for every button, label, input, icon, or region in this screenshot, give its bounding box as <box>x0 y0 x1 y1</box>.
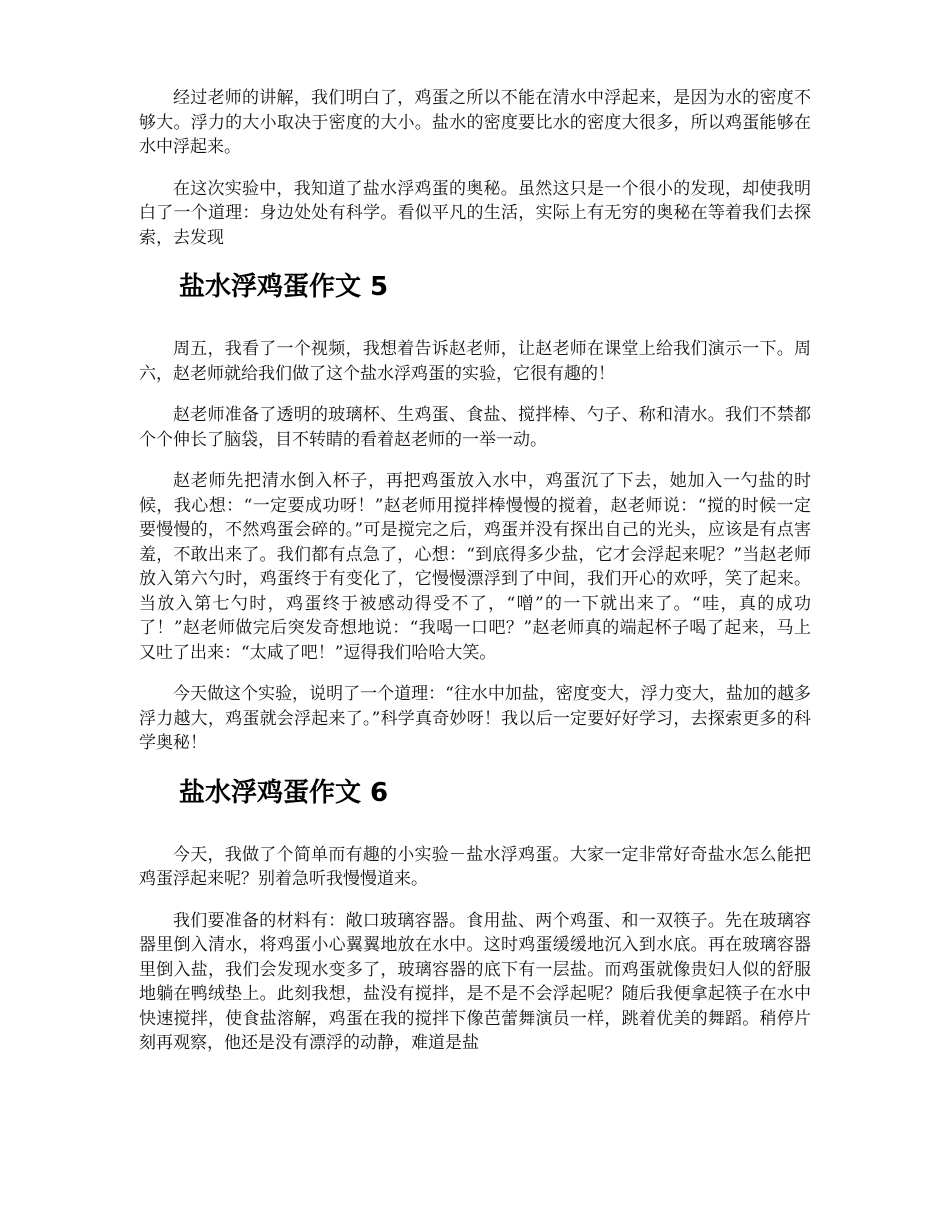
paragraph: 今天做这个实验，说明了一个道理：“往水中加盐，密度变大，浮力变大，盐加的越多浮力越大，鸡蛋就会浮起来了。”科学真奇妙呀！我以后一定要好好学习，去探索更多的科学奥秘！ <box>139 684 811 753</box>
section-heading: 盐水浮鸡蛋作文 6 <box>179 777 389 808</box>
paragraph: 今天，我做了个简单而有趣的小实验－盐水浮鸡蛋。大家一定非常好奇盐水怎么能把鸡蛋浮起来呢？别着急听我慢慢道来。 <box>139 844 811 889</box>
paragraph: 我们要准备的材料有：敞口玻璃容器。食用盐、两个鸡蛋、和一双筷子。先在玻璃容器里倒入清水，将鸡蛋小心翼翼地放在水中。这时鸡蛋缓缓地沉入到水底。再在玻璃容器里倒入盐，我们会发现水变多了，玻璃容器的底下有一层盐。而鸡蛋就像贵妇人似的舒服地躺在鸭绒垫上。此刻我想，盐没有搅拌，是不是不会浮起呢？随后我便拿起筷子在水中快速搅拌，使食盐溶解，鸡蛋在我的搅拌下像芭蕾舞演员一样，跳着优美的舞蹈。稍停片刻再观察，他还是没有漂浮的动静，难道是盐 <box>139 910 811 1053</box>
paragraph: 赵老师准备了透明的玻璃杯、生鸡蛋、食盐、搅拌棒、勺子、称和清水。我们不禁都个个伸长了脑袋，目不转睛的看着赵老师的一举一动。 <box>139 405 811 450</box>
paragraph: 在这次实验中，我知道了盐水浮鸡蛋的奥秘。虽然这只是一个很小的发现，却使我明白了一个道理：身边处处有科学。看似平凡的生活，实际上有无穷的奥秘在等着我们去探索，去发现 <box>139 178 811 248</box>
paragraph: 经过老师的讲解，我们明白了，鸡蛋之所以不能在清水中浮起来，是因为水的密度不够大。浮力的大小取决于密度的大小。盐水的密度要比水的密度大很多，所以鸡蛋能够在水中浮起来。 <box>139 88 811 157</box>
paragraph: 周五，我看了一个视频，我想着告诉赵老师，让赵老师在课堂上给我们演示一下。周六，赵老师就给我们做了这个盐水浮鸡蛋的实验，它很有趣的！ <box>139 339 811 384</box>
paragraph: 赵老师先把清水倒入杯子，再把鸡蛋放入水中，鸡蛋沉了下去，她加入一勺盐的时候，我心想：“一定要成功呀！”赵老师用搅拌棒慢慢的搅着，赵老师说：“搅的时候一定要慢慢的，不然鸡蛋会碎的。”可是搅完之后，鸡蛋并没有探出自己的光头，应该是有点害羞，不敢出来了。我们都有点急了，心想：“到底得多少盐，它才会浮起来呢？”当赵老师放入第六勺时，鸡蛋终于有变化了，它慢慢漂浮到了中间，我们开心的欢呼，笑了起来。当放入第七勺时，鸡蛋终于被感动得受不了，“噌”的一下就出来了。“哇，真的成功了！”赵老师做完后突发奇想地说：“我喝一口吧？”赵老师真的端起杯子喝了起来，马上又吐了出来：“太咸了吧！”逗得我们哈哈大笑。 <box>139 471 811 663</box>
section-essay-6 <box>139 773 811 1056</box>
section-heading: 盐水浮鸡蛋作文 5 <box>179 272 389 302</box>
section-continuation <box>139 86 811 250</box>
section-essay-5 <box>139 267 811 756</box>
document-page <box>139 86 811 1073</box>
